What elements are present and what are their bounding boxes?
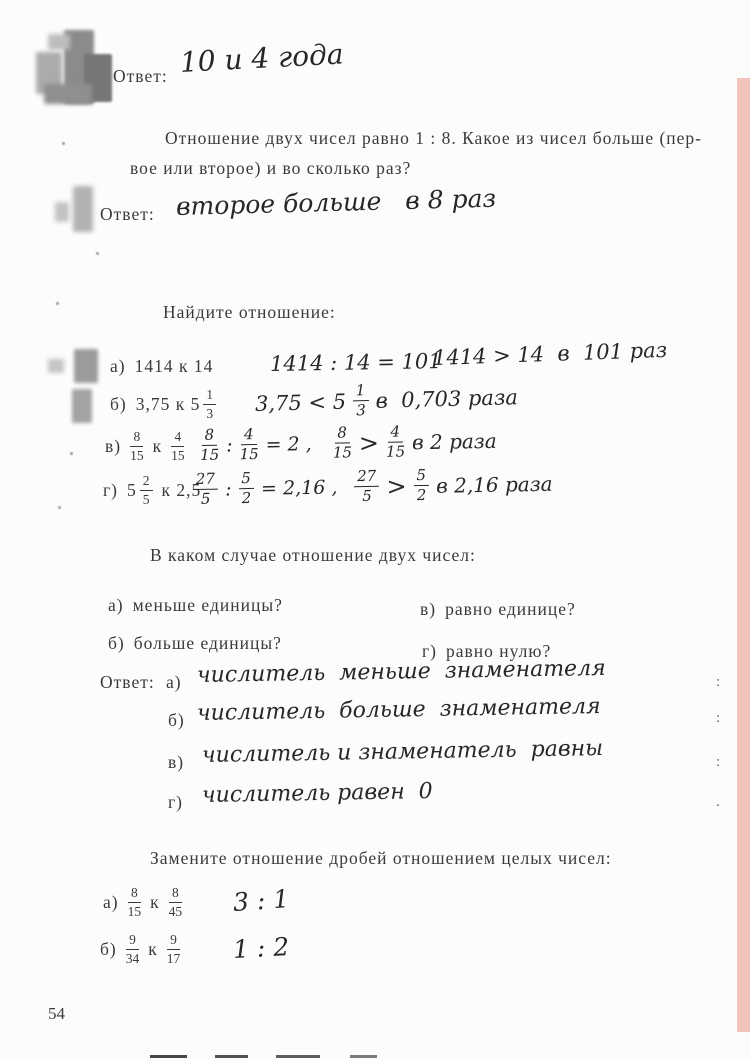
answer-label: Ответ:	[113, 66, 168, 86]
answer-label: Ответ:	[100, 672, 155, 692]
handwritten-answer: второе больше в 8 раз	[175, 183, 497, 221]
option-text: равно нулю?	[446, 641, 552, 661]
scan-dot-artifact	[96, 252, 99, 255]
item-printed: к	[150, 891, 160, 912]
item-printed: к 2,5	[161, 479, 202, 500]
handwritten-answer: числитель меньше знаменателя	[196, 655, 606, 688]
replace-item-b	[100, 933, 180, 965]
case-option-a	[108, 595, 283, 616]
answer-item-label: б)	[168, 710, 185, 730]
problem-text-line1: Отношение двух чисел равно 1 : 8. Какое из чисел больше (пер-	[165, 128, 703, 148]
option-label: в)	[420, 599, 437, 619]
handwritten-answer: 3 : 1	[231, 884, 291, 917]
handwritten-answer: 10 и 4 года	[179, 37, 345, 79]
item-label: в)	[105, 435, 122, 456]
item-label: б)	[100, 938, 117, 959]
fraction: $\frac{5}{2}$	[238, 471, 254, 506]
fraction: $\frac{5}{2}$	[413, 468, 429, 503]
exercise-item-b	[110, 388, 216, 420]
fraction: $\frac{2}{5}$	[140, 474, 153, 506]
fraction: $\frac{1}{3}$	[203, 388, 216, 420]
answer-label: Ответ:	[100, 204, 155, 224]
option-text: меньше единицы?	[132, 595, 283, 615]
item-printed: 3,75 к 5	[135, 393, 201, 414]
exercise-item-v	[105, 430, 185, 462]
handwritten-work: 3,75 < 5 $\frac{1}{3}$ в 0,703 раза	[254, 381, 519, 420]
handwritten-work: $\frac{8}{15}$ : $\frac{4}{15}$ = 2 , $\frac{8}{15}$ > $\frac{4}{15}$ в 2 раза	[200, 422, 497, 464]
page-number: 54	[48, 1004, 65, 1023]
answer-item-label: г)	[168, 792, 184, 812]
handwritten-answer: числитель больше знаменателя	[196, 693, 601, 726]
fraction: $\frac{8}{15}$	[332, 423, 353, 462]
item-printed: к	[148, 938, 158, 959]
handwritten-answer: числитель и знаменатель равны	[201, 736, 604, 768]
answer-item-label: а)	[166, 672, 182, 692]
page-edge-strip	[737, 78, 750, 1032]
exercise-item-a	[110, 356, 213, 377]
option-text: равно единице?	[445, 599, 576, 619]
scan-bar-artifact	[350, 1055, 377, 1058]
scan-dot-artifact	[56, 302, 59, 305]
margin-mark: :	[716, 754, 721, 770]
fraction: $\frac{9}{17}$	[166, 932, 181, 966]
handwritten-work: 1414 : 14 = 101	[269, 349, 442, 376]
fraction: $\frac{9}{34}$	[125, 932, 140, 966]
exercise-item-g	[103, 474, 201, 506]
item-printed: 1414 к 14	[134, 356, 214, 376]
scan-blotch-artifact	[36, 28, 114, 108]
handwritten-answer: числитель равен 0	[201, 778, 433, 808]
fraction: $\frac{8}{45}$	[168, 885, 183, 919]
item-label: а)	[110, 356, 126, 376]
fraction: $\frac{4}{15}$	[171, 429, 185, 463]
item-label: г)	[103, 479, 119, 500]
margin-mark: .	[716, 794, 720, 810]
item-label: а)	[103, 891, 119, 912]
fraction: $\frac{4}{15}$	[385, 422, 406, 461]
item-printed: к	[152, 435, 163, 456]
fraction: $\frac{27}{5}$	[193, 472, 219, 507]
mixed-number: 5 $\frac{2}{5}$	[127, 474, 153, 506]
fraction: $\frac{8}{15}$	[130, 429, 144, 463]
scan-dot-artifact	[62, 142, 65, 145]
item-label: б)	[110, 393, 127, 414]
handwritten-answer: 1 : 2	[232, 932, 290, 964]
scan-bar-artifact	[150, 1055, 187, 1058]
scan-dot-artifact	[70, 452, 73, 455]
scan-dot-artifact	[58, 506, 61, 509]
option-label: а)	[108, 595, 124, 615]
problem-text-line2: вое или второе) и во сколько раз?	[130, 158, 412, 178]
fraction: $\frac{27}{5}$	[354, 469, 380, 504]
section-heading: Найдите отношение:	[163, 302, 336, 322]
fraction: $\frac{1}{3}$	[353, 383, 369, 418]
answer-item-label: в)	[168, 752, 185, 772]
fraction: $\frac{8}{15}$	[200, 425, 220, 464]
handwritten-note: 1414 > 14 в 101 раз	[432, 337, 668, 370]
scan-bar-artifact	[215, 1055, 248, 1058]
case-option-b	[108, 633, 282, 654]
case-option-v	[420, 599, 576, 620]
section-heading: В каком случае отношение двух чисел:	[150, 545, 476, 565]
margin-mark: :	[716, 710, 721, 726]
section-heading: Замените отношение дробей отношением целых чисел:	[150, 848, 612, 868]
scan-bar-artifact	[276, 1055, 320, 1058]
fraction: $\frac{8}{15}$	[127, 885, 142, 919]
fraction: $\frac{4}{15}$	[239, 425, 259, 464]
option-label: г)	[422, 641, 438, 661]
scan-smudge-artifact	[48, 345, 108, 427]
handwritten-work: $\frac{27}{5}$ : $\frac{5}{2}$ = 2,16 , $\frac{27}{5}$ > $\frac{5}{2}$ в 2,16 раза	[193, 466, 553, 507]
option-label: б)	[108, 633, 125, 653]
margin-mark: :	[716, 674, 721, 690]
replace-item-a	[103, 886, 182, 918]
option-text: больше единицы?	[133, 633, 282, 653]
